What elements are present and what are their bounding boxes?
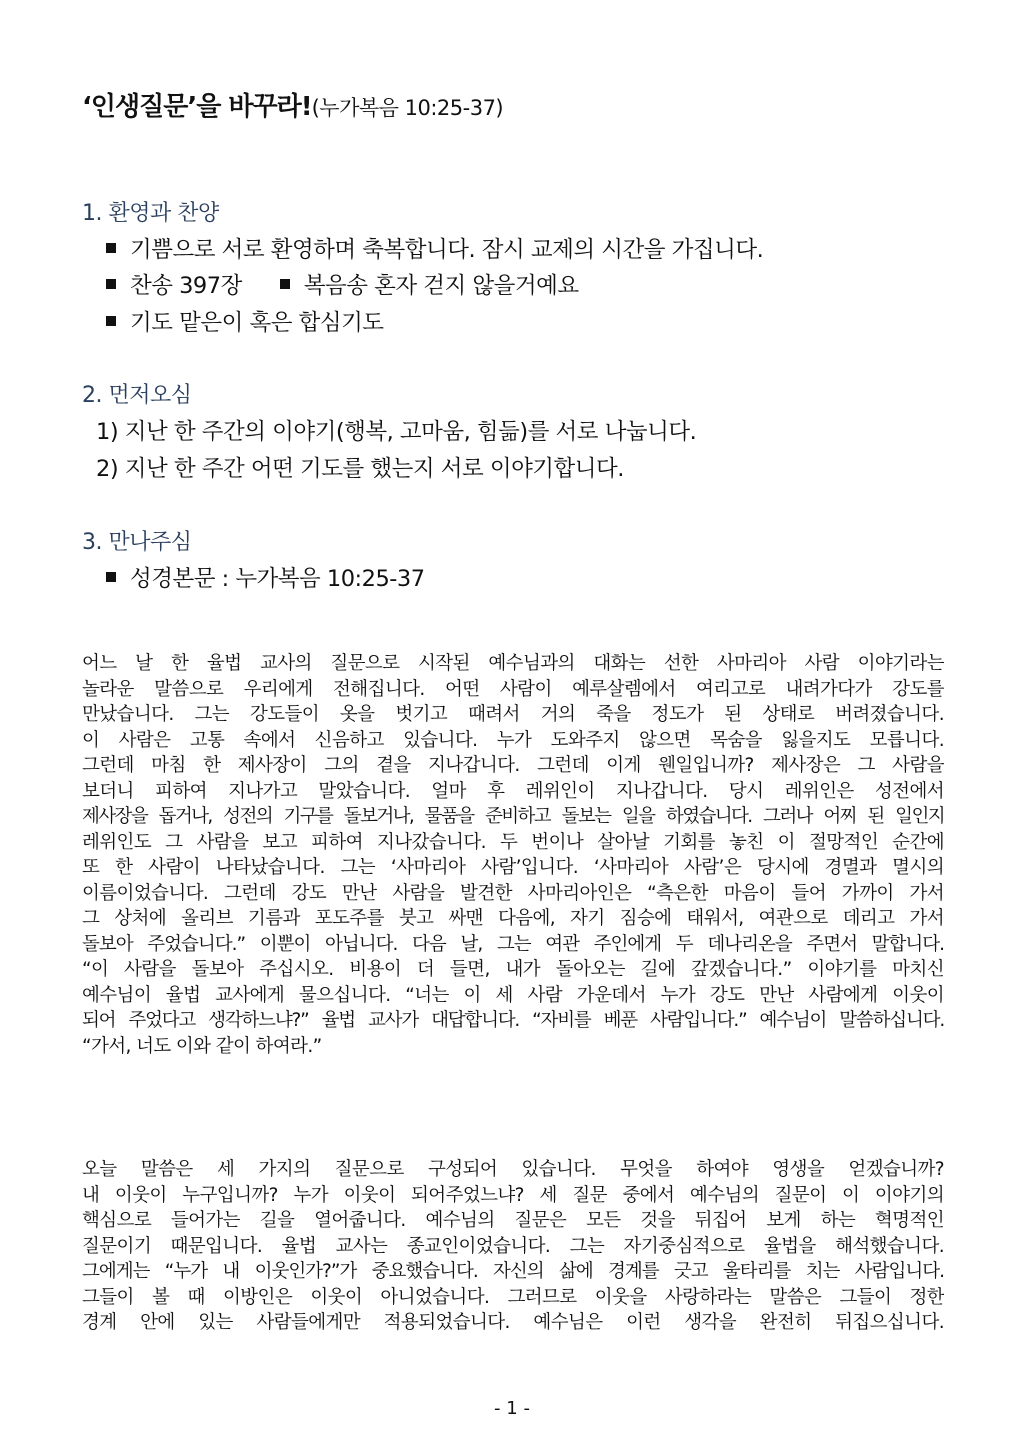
paragraph-line: 보더니 피하여 지나가고 말았습니다. 얼마 후 레위인이 지나갑니다. 당시 레위인은 성전에서	[82, 780, 944, 802]
paragraph-line: “이 사람을 돌보아 주십시오. 비용이 더 들면, 내가 돌아오는 길에 갚겠습니다.” 이야기를 마치신	[82, 959, 944, 980]
paragraph-line: 그들이 볼 때 이방인은 이웃이 아니었습니다. 그러므로 이웃을 사랑하라는 말씀은 그들이 정한	[82, 1286, 944, 1308]
paragraph-line: 어느 날 한 율법 교사의 질문으로 시작된 예수님과의 대화는 선한 사마리아 사람 이야기라는	[82, 653, 944, 674]
paragraph-line: 레위인도 그 사람을 보고 피하여 지나갔습니다. 두 번이나 살아날 기회를 놓친 이 절망적인 순간에	[82, 831, 944, 853]
paragraph-line: 또 한 사람이 나타났습니다. 그는 ‘사마리아 사람’입니다. ‘사마리아 사람’은 당시에 경멸과 멸시의	[82, 857, 944, 878]
paragraph-line: 놀라운 말씀으로 우리에게 전해집니다. 어떤 사람이 예루살렘에서 여리고로 내려가다가 강도를	[82, 678, 944, 700]
list-item	[106, 305, 384, 337]
paragraph-line: 제사장을 돕거나, 성전의 기구를 돌보거나, 물품을 준비하고 돌보는 일을 하였습니다. 그러나 어찌 된 일인지	[82, 806, 944, 827]
numbered-item: 2) 지난 한 주간 어떤 기도를 했는지 서로 이야기합니다.	[96, 456, 624, 482]
square-bullet-icon	[106, 279, 116, 289]
paragraph-1	[82, 651, 944, 1059]
section-heading-first-coming: 2. 먼저오심	[82, 383, 192, 408]
paragraph-line: 되어 주었다고 생각하느냐?” 율법 교사가 대답합니다. “자비를 베푼 사람입니다.” 예수님이 말씀하십니다.	[82, 1010, 944, 1031]
square-bullet-icon	[106, 572, 116, 582]
paragraph-line: 이 사람은 고통 속에서 신음하고 있습니다. 누가 도와주지 않으면 목숨을 잃을지도 모릅니다.	[82, 729, 944, 751]
list-item	[106, 232, 763, 264]
square-bullet-icon	[106, 243, 116, 253]
paragraph-line: 만났습니다. 그는 강도들이 옷을 벗기고 때려서 거의 죽을 정도가 된 상태로 버려졌습니다.	[82, 704, 944, 725]
list-item	[106, 561, 425, 593]
paragraph-line: 그런데 마침 한 제사장이 그의 곁을 지나갑니다. 그런데 이게 웬일입니까? 제사장은 그 사람을	[82, 755, 944, 776]
numbered-item: 1) 지난 한 주간의 이야기(행복, 고마움, 힘듦)를 서로 나눕니다.	[96, 419, 697, 445]
section-heading-welcome: 1. 환영과 찬양	[82, 201, 219, 226]
paragraph-line: 핵심으로 들어가는 길을 열어줍니다. 예수님의 질문은 모든 것을 뒤집어 보게 하는 혁명적인	[82, 1210, 944, 1231]
square-bullet-icon	[280, 279, 290, 289]
paragraph-line: 오늘 말씀은 세 가지의 질문으로 구성되어 있습니다. 무엇을 하여야 영생을 얻겠습니까?	[82, 1159, 944, 1180]
page-number: - 1 -	[494, 1398, 530, 1419]
paragraph-2	[82, 1157, 944, 1336]
gospel-song-text: 복음송 혼자 걷지 않을거예요	[303, 273, 579, 299]
document-title	[82, 86, 503, 123]
section-heading-meeting: 3. 만나주심	[82, 530, 192, 555]
paragraph-line: 그에게는 “누가 내 이웃인가?”가 중요했습니다. 자신의 삶에 경계를 긋고 울타리를 치는 사람입니다.	[82, 1261, 944, 1282]
paragraph-line: 질문이기 때문입니다. 율법 교사는 종교인이었습니다. 그는 자기중심적으로 율법을 해석했습니다.	[82, 1235, 944, 1257]
paragraph-line: 예수님이 율법 교사에게 물으십니다. “너는 이 세 사람 가운데서 누가 강도 만난 사람에게 이웃이	[82, 984, 944, 1006]
paragraph-line: “가서, 너도 이와 같이 하여라.”	[82, 1035, 322, 1057]
title-reference: (누가복음 10:25-37)	[311, 96, 504, 120]
paragraph-line: 내 이웃이 누구입니까? 누가 이웃이 되어주었느냐? 세 질문 중에서 예수님의 질문이 이 이야기의	[82, 1184, 944, 1206]
list-item	[106, 268, 579, 300]
paragraph-line: 경계 안에 있는 사람들에게만 적용되었습니다. 예수님은 이런 생각을 완전히 뒤집으십니다.	[82, 1312, 944, 1333]
scripture-text: 성경본문 : 누가복음 10:25-37	[130, 566, 425, 592]
paragraph-line: 돌보아 주었습니다.” 이뿐이 아닙니다. 다음 날, 그는 여관 주인에게 두 데나리온을 주면서 말합니다.	[82, 933, 944, 955]
hymn-text: 찬송 397장	[130, 273, 242, 299]
paragraph-line: 그 상처에 올리브 기름과 포도주를 붓고 싸맨 다음에, 자기 짐승에 태워서, 여관으로 데리고 가서	[82, 908, 944, 929]
list-item-text: 기쁨으로 서로 환영하며 축복합니다. 잠시 교제의 시간을 가집니다.	[130, 237, 764, 263]
paragraph-line: 이름이었습니다. 그런데 강도 만난 사람을 발견한 사마리아인은 “측은한 마음이 들어 가까이 가서	[82, 882, 944, 904]
list-item-text: 기도 맡은이 혹은 합심기도	[130, 310, 384, 336]
title-main: ‘인생질문’을 바꾸라!	[82, 92, 312, 122]
square-bullet-icon	[106, 316, 116, 326]
